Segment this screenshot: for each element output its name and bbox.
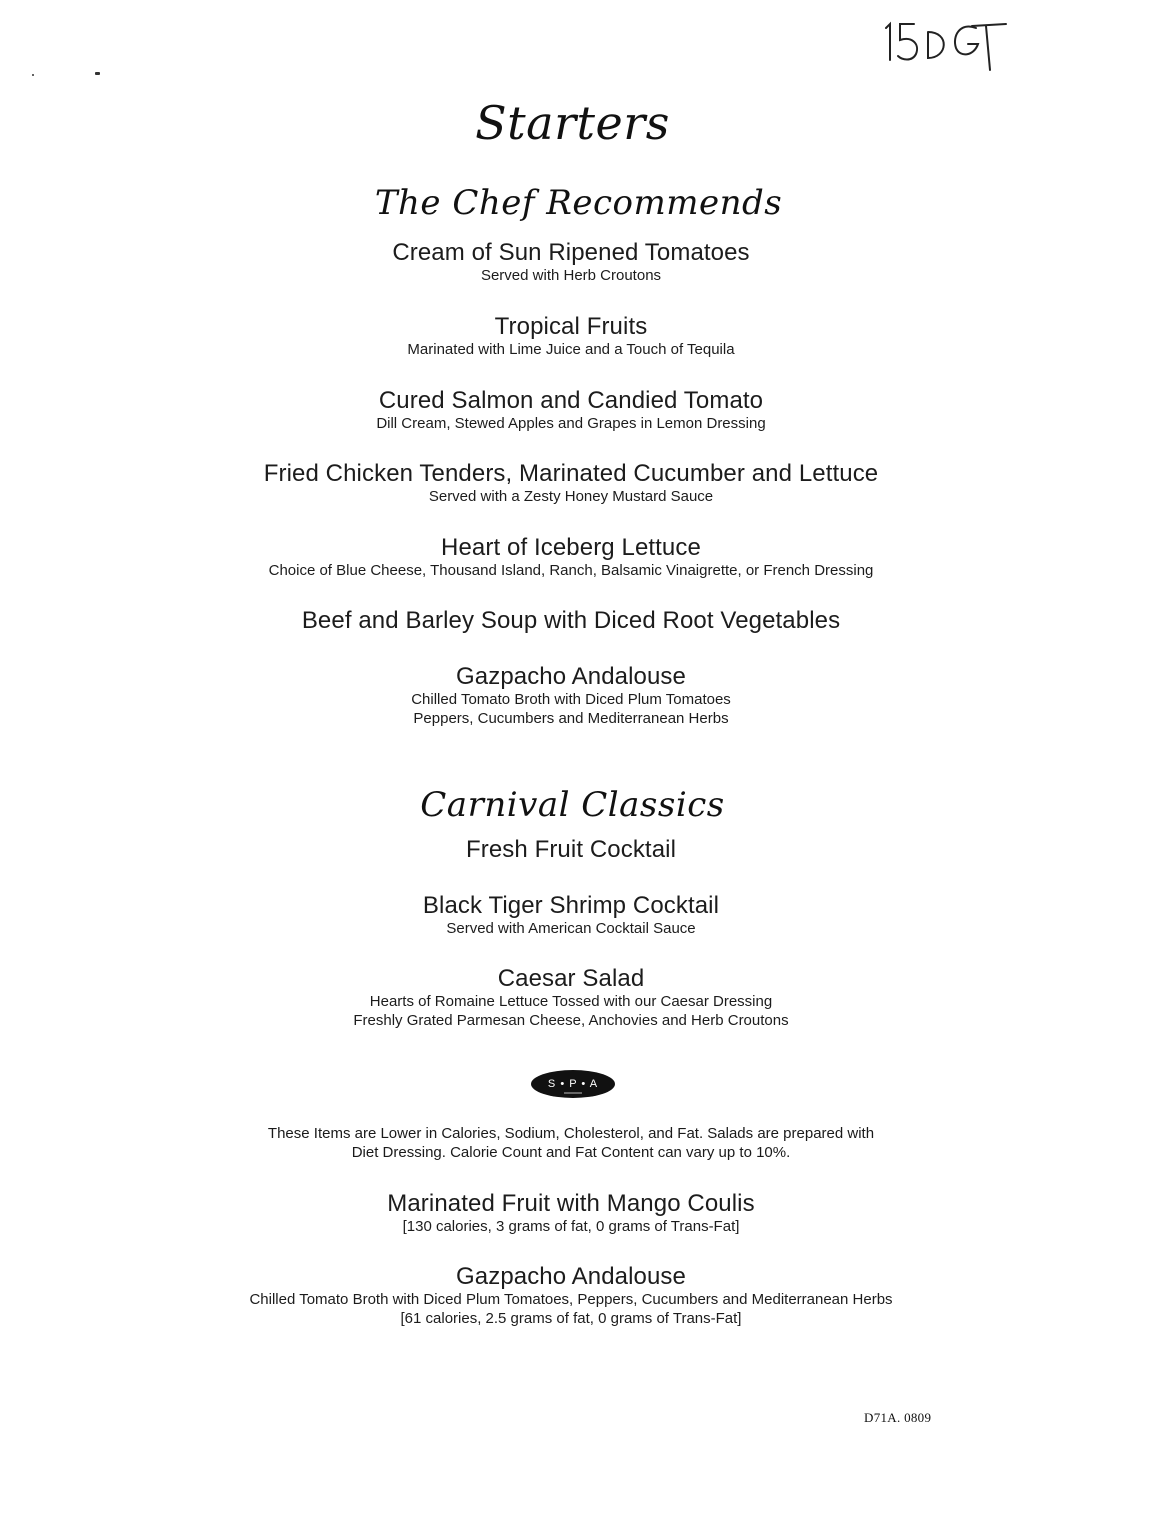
menu-item [0, 1191, 1142, 1236]
item-description: Dill Cream, Stewed Apples and Grapes in Lemon Dressing [376, 415, 766, 432]
notice-line: Diet Dressing. Calorie Count and Fat Content can vary up to 10%. [351, 1144, 791, 1161]
item-name: Fresh Fruit Cocktail [465, 836, 677, 863]
item-description: Chilled Tomato Broth with Diced Plum Tomatoes [411, 691, 731, 708]
menu-item [0, 664, 1142, 728]
item-description: Chilled Tomato Broth with Diced Plum Tomatoes, Peppers, Cucumbers and Mediterranean Herbs [249, 1291, 893, 1308]
scan-speck [95, 72, 100, 75]
item-name: Tropical Fruits [494, 313, 648, 340]
menu-item [0, 966, 1142, 1030]
item-name: Cured Salmon and Candied Tomato [378, 387, 764, 414]
item-name: Gazpacho Andalouse [456, 663, 686, 690]
item-description: Served with American Cocktail Sauce [446, 920, 696, 937]
section-title-chef: The Chef Recommends [374, 183, 783, 223]
item-name: Caesar Salad [497, 965, 645, 992]
spa-logo-text: S • P • A [547, 1078, 599, 1090]
scan-speck [32, 74, 34, 76]
menu-item [0, 535, 1142, 580]
menu-item [0, 608, 1142, 634]
item-description: Hearts of Romaine Lettuce Tossed with our Caesar Dressing [369, 993, 773, 1010]
item-description: Peppers, Cucumbers and Mediterranean Herbs [413, 710, 729, 727]
menu-item [0, 837, 1142, 863]
item-name: Gazpacho Andalouse [456, 1263, 686, 1290]
item-description: Marinated with Lime Juice and a Touch of Tequila [407, 341, 735, 358]
menu-item [0, 314, 1142, 359]
item-name: Black Tiger Shrimp Cocktail [422, 892, 720, 919]
menu-title: Starters [475, 96, 670, 150]
spa-logo [530, 1068, 616, 1100]
spa-notice [0, 1124, 1142, 1162]
notice-line: These Items are Lower in Calories, Sodium, Cholesterol, and Fat. Salads are prepared with [267, 1125, 875, 1142]
menu-item [0, 1264, 1142, 1328]
item-name: Cream of Sun Ripened Tomatoes [392, 239, 750, 266]
item-description: Served with Herb Croutons [480, 267, 662, 284]
item-description: Freshly Grated Parmesan Cheese, Anchovies and Herb Croutons [353, 1012, 789, 1029]
item-name: Marinated Fruit with Mango Coulis [387, 1190, 755, 1217]
item-name: Beef and Barley Soup with Diced Root Vegetables [301, 607, 841, 634]
menu-item [0, 461, 1142, 506]
item-nutrition: [61 calories, 2.5 grams of fat, 0 grams of Trans-Fat] [400, 1310, 742, 1327]
item-name: Heart of Iceberg Lettuce [441, 534, 701, 561]
menu-item [0, 240, 1142, 285]
menu-item [0, 893, 1142, 938]
item-nutrition: [130 calories, 3 grams of fat, 0 grams of Trans-Fat] [402, 1218, 740, 1235]
handwritten-note [878, 14, 1008, 74]
item-description: Served with a Zesty Honey Mustard Sauce [428, 488, 714, 505]
item-name: Fried Chicken Tenders, Marinated Cucumber and Lettuce [263, 460, 879, 487]
section-title-classics: Carnival Classics [420, 785, 725, 825]
item-description: Choice of Blue Cheese, Thousand Island, Ranch, Balsamic Vinaigrette, or French Dressing [268, 562, 874, 579]
document-code: D71A. 0809 [864, 1410, 932, 1425]
menu-item [0, 388, 1142, 433]
